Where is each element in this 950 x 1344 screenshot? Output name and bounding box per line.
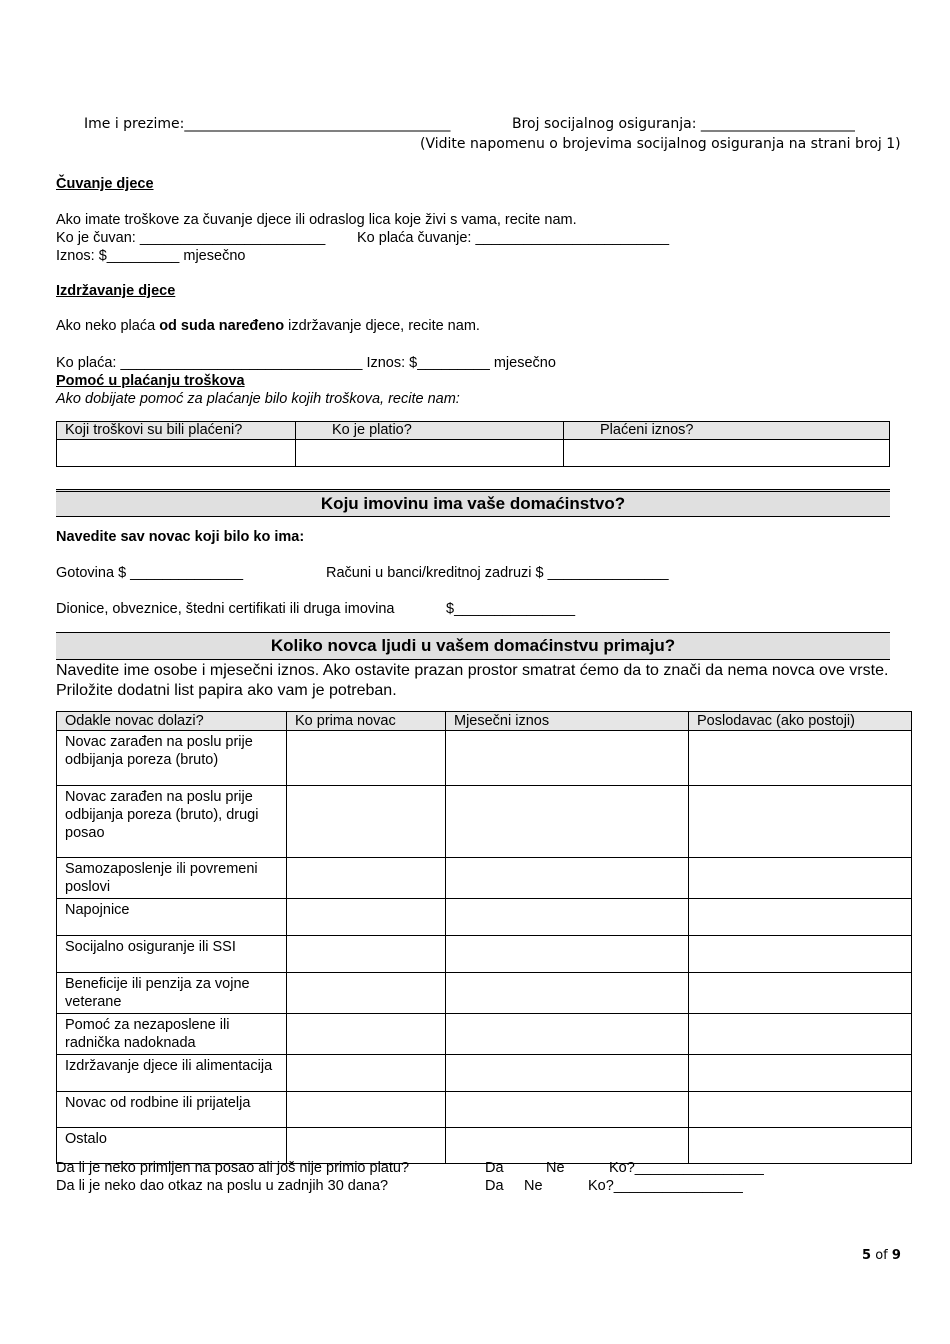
income-cell[interactable] bbox=[446, 1128, 689, 1164]
childcare-title: Čuvanje djece bbox=[56, 176, 154, 192]
name-field-label[interactable]: Ime i prezime:______________________________________ bbox=[84, 116, 451, 132]
income-cell[interactable] bbox=[287, 1128, 446, 1164]
childcare-who-pays[interactable]: Ko plaća čuvanje: ________________________ bbox=[357, 230, 670, 246]
income-cell[interactable] bbox=[287, 899, 446, 936]
income-cell[interactable] bbox=[287, 858, 446, 899]
childcare-amount[interactable]: Iznos: $_________ mjesečno bbox=[56, 248, 246, 264]
income-cell[interactable] bbox=[287, 936, 446, 973]
childcare-intro: Ako imate troškove za čuvanje djece ili odraslog lica koje živi s vama, recite nam. bbox=[56, 212, 577, 228]
stocks-amount-field[interactable]: $_______________ bbox=[446, 601, 576, 617]
income-cell[interactable] bbox=[446, 973, 689, 1014]
question-hired-no[interactable]: Ne bbox=[546, 1160, 565, 1176]
support-intro: Ako neko plaća od suda naređeno izdržavanje djece, recite nam. bbox=[56, 318, 480, 334]
assets-intro: Navedite sav novac koji bilo ko ima: bbox=[56, 529, 305, 545]
payment-help-col-amount: Plaćeni iznos? bbox=[564, 422, 890, 440]
bank-field[interactable]: Računi u banci/kreditnoj zadruzi $ _______________ bbox=[326, 565, 669, 581]
question-quit-job: Da li je neko dao otkaz na poslu u zadnjih 30 dana? bbox=[56, 1178, 389, 1194]
income-row-source: Novac zarađen na poslu prije odbijanja poreza (bruto), drugi posao bbox=[57, 786, 287, 858]
payment-help-cell[interactable] bbox=[564, 440, 890, 467]
income-cell[interactable] bbox=[446, 786, 689, 858]
income-cell[interactable] bbox=[287, 973, 446, 1014]
income-cell[interactable] bbox=[446, 936, 689, 973]
income-intro: Navedite ime osobe i mjesečni iznos. Ako ostavite prazan prostor smatrat ćemo da to znači da nema novca ove vrste. Priložite dodatni list papira ako vam je potreban. bbox=[56, 662, 889, 699]
income-cell[interactable] bbox=[287, 1092, 446, 1128]
income-cell[interactable] bbox=[446, 731, 689, 786]
income-table bbox=[56, 711, 912, 1164]
income-cell[interactable] bbox=[689, 936, 912, 973]
question-quit-who[interactable]: Ko?________________ bbox=[588, 1178, 743, 1194]
income-cell[interactable] bbox=[446, 1055, 689, 1092]
income-row-source: Socijalno osiguranje ili SSI bbox=[57, 936, 287, 973]
income-section-title: Koliko novca ljudi u vašem domaćinstvu primaju? bbox=[56, 632, 890, 660]
ssn-note: (Vidite napomenu o brojevima socijalnog osiguranja na strani broj 1) bbox=[420, 136, 901, 152]
question-hired-not-paid: Da li je neko primljen na posao ali još nije primio platu? bbox=[56, 1160, 410, 1176]
income-cell[interactable] bbox=[689, 1014, 912, 1055]
cash-field[interactable]: Gotovina $ ______________ bbox=[56, 565, 244, 581]
question-hired-yes[interactable]: Da bbox=[485, 1160, 504, 1176]
income-cell[interactable] bbox=[287, 1055, 446, 1092]
income-cell[interactable] bbox=[446, 858, 689, 899]
income-cell[interactable] bbox=[689, 973, 912, 1014]
income-row-source: Izdržavanje djece ili alimentacija bbox=[57, 1055, 287, 1092]
income-cell[interactable] bbox=[689, 1128, 912, 1164]
income-col-source: Odakle novac dolazi? bbox=[57, 712, 287, 731]
income-cell[interactable] bbox=[287, 786, 446, 858]
income-cell[interactable] bbox=[689, 731, 912, 786]
income-col-amount: Mjesečni iznos bbox=[446, 712, 689, 731]
income-cell[interactable] bbox=[446, 1092, 689, 1128]
income-col-employer: Poslodavac (ako postoji) bbox=[689, 712, 912, 731]
question-quit-yes[interactable]: Da bbox=[485, 1178, 504, 1194]
income-row-source: Samozaposlenje ili povremeni poslovi bbox=[57, 858, 287, 899]
income-row-source: Napojnice bbox=[57, 899, 287, 936]
payment-help-cell[interactable] bbox=[296, 440, 564, 467]
income-cell[interactable] bbox=[689, 1092, 912, 1128]
income-row-source: Pomoć za nezaposlene ili radnička nadoknada bbox=[57, 1014, 287, 1055]
payment-help-table bbox=[56, 421, 890, 467]
question-hired-who[interactable]: Ko?________________ bbox=[609, 1160, 764, 1176]
support-title: Izdržavanje djece bbox=[56, 283, 176, 299]
support-payer[interactable]: Ko plaća: ______________________________ Iznos: $_________ mjesečno bbox=[56, 355, 556, 371]
income-row-source: Ostalo bbox=[57, 1128, 287, 1164]
income-cell[interactable] bbox=[689, 899, 912, 936]
income-cell[interactable] bbox=[446, 899, 689, 936]
income-row-source: Beneficije ili penzija za vojne veterane bbox=[57, 973, 287, 1014]
income-cell[interactable] bbox=[689, 1055, 912, 1092]
assets-section-title: Koju imovinu ima vaše domaćinstvo? bbox=[56, 489, 890, 517]
payment-help-intro: Ako dobijate pomoć za plaćanje bilo kojih troškova, recite nam: bbox=[56, 391, 460, 407]
income-cell[interactable] bbox=[287, 731, 446, 786]
income-cell[interactable] bbox=[287, 1014, 446, 1055]
payment-help-col-expense: Koji troškovi su bili plaćeni? bbox=[57, 422, 296, 440]
income-cell[interactable] bbox=[689, 786, 912, 858]
income-cell[interactable] bbox=[446, 1014, 689, 1055]
income-row-source: Novac zarađen na poslu prije odbijanja poreza (bruto) bbox=[57, 731, 287, 786]
page-number: 5 of 9 bbox=[862, 1248, 901, 1263]
income-row-source: Novac od rodbine ili prijatelja bbox=[57, 1092, 287, 1128]
payment-help-title: Pomoć u plaćanju troškova bbox=[56, 373, 245, 389]
childcare-who-cared[interactable]: Ko je čuvan: _______________________ bbox=[56, 230, 326, 246]
payment-help-col-who: Ko je platio? bbox=[296, 422, 564, 440]
ssn-field-label[interactable]: Broj socijalnog osiguranja: ______________________ bbox=[512, 116, 855, 132]
income-cell[interactable] bbox=[689, 858, 912, 899]
question-quit-no[interactable]: Ne bbox=[524, 1178, 543, 1194]
income-col-recipient: Ko prima novac bbox=[287, 712, 446, 731]
stocks-label: Dionice, obveznice, štedni certifikati ili druga imovina bbox=[56, 601, 395, 617]
payment-help-cell[interactable] bbox=[57, 440, 296, 467]
